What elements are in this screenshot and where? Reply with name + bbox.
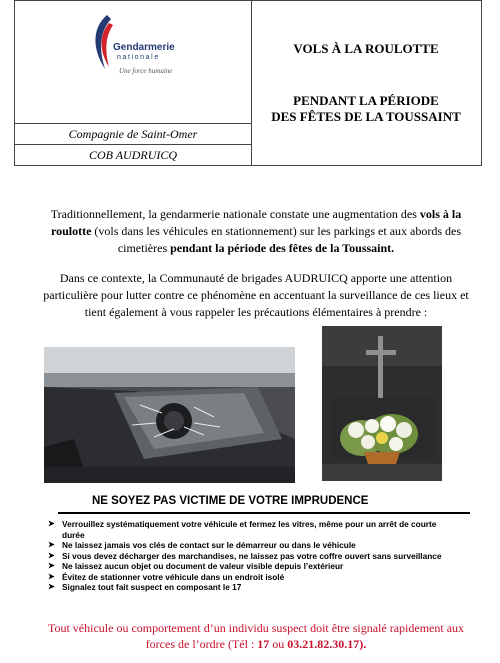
unit-name: COB AUDRUICQ	[15, 144, 251, 166]
list-item: ➤ Si vous devez décharger des marchandises, ne laissez pas votre coffre ouvert sans surveillance	[48, 551, 458, 562]
broken-car-window-photo	[44, 347, 295, 483]
report-or: ou	[269, 637, 288, 651]
warning-underline	[58, 512, 470, 514]
intro-bold-b: pendant la période des fêtes de la Toussaint.	[170, 241, 395, 255]
safety-tips-list	[48, 519, 458, 593]
context-paragraph: Dans ce contexte, la Communauté de brigades AUDRUICQ apporte une attention particulière pour lutter contre ce phénomène en accentuant la surveillance de ces lieux et tient également à vous rappeler les précautions élémentaires à prendre :	[43, 271, 469, 319]
list-item: ➤ Verrouillez systématiquement votre véhicule et fermez les vitres, même pour un arrêt de courte durée	[48, 519, 458, 540]
report-notice	[40, 620, 472, 652]
gendarmerie-logo	[15, 1, 251, 123]
intro-paragraph	[40, 206, 472, 257]
list-item: ➤ Signalez tout fait suspect en composant le 17	[48, 582, 458, 593]
title-line3: DES FÊTES DE LA TOUSSAINT	[271, 109, 461, 124]
header-title-cell	[251, 1, 481, 165]
logo-line2: nationale	[117, 54, 160, 61]
intro-text-a: Traditionnellement, la gendarmerie nationale constate une augmentation des	[50, 207, 420, 221]
title-line1: VOLS À LA ROULOTTE	[293, 41, 439, 56]
list-item: ➤ Ne laissez aucun objet ou document de valeur visible depuis l’extérieur	[48, 561, 458, 572]
header-table	[14, 0, 482, 166]
company-name: Compagnie de Saint-Omer	[15, 123, 251, 145]
emergency-number: 17	[257, 637, 270, 651]
title-subtitle	[251, 93, 481, 125]
title-line2: PENDANT LA PÉRIODE	[293, 93, 439, 108]
brigade-phone-number: 03.21.82.30.17).	[287, 637, 367, 651]
logo-line1: Gendarmerie	[113, 42, 175, 53]
report-text: Tout véhicule ou comportement d’un individu suspect doit être signalé rapidement aux forces de l’ordre (Tél :	[47, 621, 465, 651]
list-item: ➤ Ne laissez jamais vos clés de contact sur le démarreur ou dans le véhicule	[48, 540, 458, 551]
intro-bold-a: vols à la roulotte	[50, 207, 462, 238]
logo-tagline: Une force humaine	[119, 67, 173, 75]
list-item: ➤ Évitez de stationner votre véhicule dans un endroit isolé	[48, 572, 458, 583]
grave-flowers-photo	[322, 326, 442, 481]
header-left-column	[15, 1, 252, 165]
warning-title: NE SOYEZ PAS VICTIME DE VOTRE IMPRUDENCE	[92, 495, 369, 507]
intro-text-b: (vols dans les véhicules en stationnement) sur les parkings et aux abords des cimetières	[91, 224, 462, 255]
